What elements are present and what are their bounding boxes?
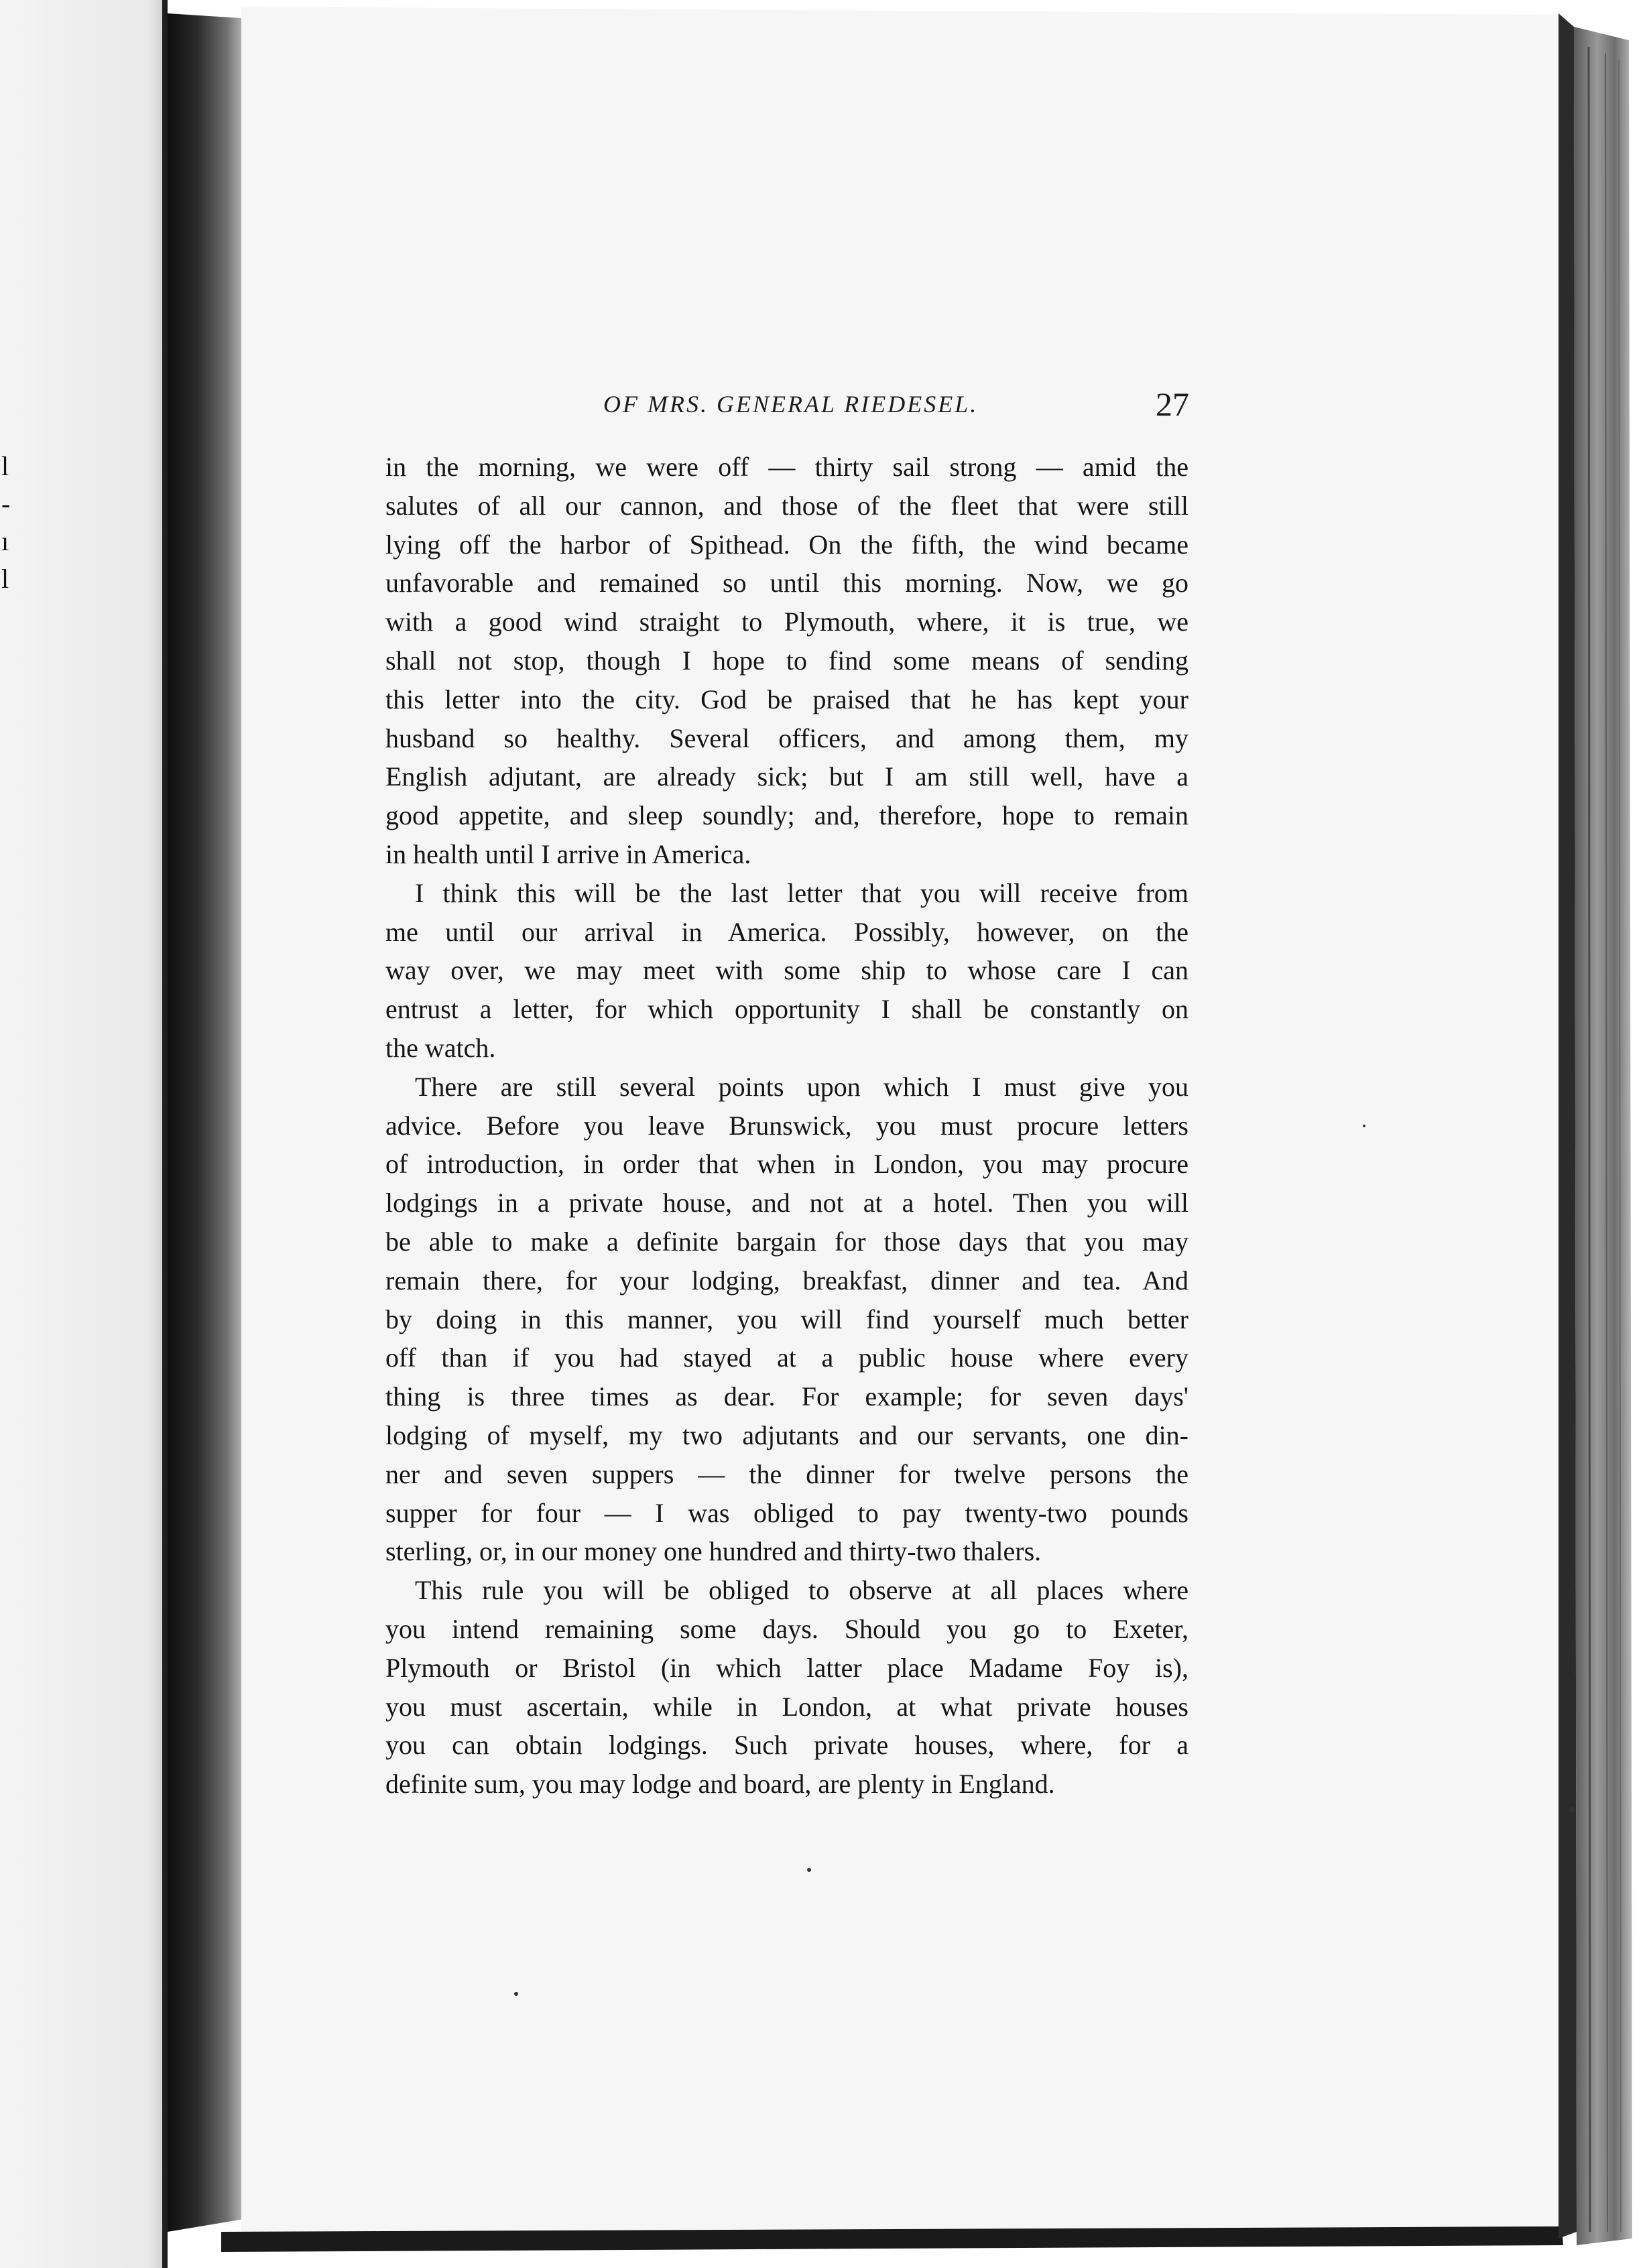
gutter-shadow (168, 13, 251, 2232)
left-page-edge-mark: l (1, 451, 9, 481)
text-line: the watch. (385, 1032, 496, 1063)
text-line: English adjutant, are already sick; but I am still well, have a (385, 761, 1188, 792)
body-text (385, 448, 1188, 1804)
paragraph (385, 1068, 1188, 1571)
text-line: this letter into the city. God be praised that he has kept your (385, 684, 1188, 714)
text-line: thing is three times as dear. For example; for seven days' (385, 1381, 1188, 1412)
fore-edge (1559, 13, 1632, 2245)
text-line: way over, we may meet with some ship to whose care I can (385, 955, 1188, 986)
text-line: unfavorable and remained so until this morning. Now, we go (385, 568, 1188, 598)
left-page (0, 0, 168, 2268)
text-line: lodging of myself, my two adjutants and our servants, one din- (385, 1420, 1188, 1450)
text-line: you can obtain lodgings. Such private houses, where, for a (385, 1730, 1188, 1761)
paragraph (385, 874, 1188, 1068)
text-line: shall not stop, though I hope to find some means of sending (385, 645, 1188, 676)
text-line: This rule you will be obliged to observe at all places where (415, 1575, 1188, 1606)
left-page-edge-mark: l (1, 564, 9, 594)
text-line: with a good wind straight to Plymouth, where, it is true, we (385, 607, 1188, 637)
text-line: you intend remaining some days. Should you go to Exeter, (385, 1613, 1188, 1644)
text-line: be able to make a definite bargain for those days that you may (385, 1226, 1188, 1257)
text-line: sterling, or, in our money one hundred and thirty-two thalers. (385, 1536, 1042, 1567)
text-line: I think this will be the last letter that you will receive from (415, 877, 1188, 908)
text-line: lodgings in a private house, and not at a hotel. Then you will (385, 1188, 1188, 1218)
text-line: husband so healthy. Several officers, and among them, my (385, 722, 1188, 753)
text-line: definite sum, you may lodge and board, are plenty in England. (385, 1769, 1055, 1800)
text-line: There are still several points upon which I must give you (415, 1071, 1188, 1102)
running-title: OF MRS. GENERAL RIEDESEL. (603, 391, 979, 418)
page-header (590, 385, 1193, 436)
text-line: salutes of all our cannon, and those of the fleet that were still (385, 490, 1188, 521)
text-line: you must ascertain, while in London, at what private houses (385, 1691, 1188, 1722)
page-number: 27 (1156, 385, 1189, 423)
text-line: me until our arrival in America. Possibly, however, on the (385, 916, 1188, 947)
text-line: supper for four — I was obliged to pay twenty-two pounds (385, 1497, 1188, 1528)
text-line: advice. Before you leave Brunswick, you must procure letters (385, 1110, 1188, 1141)
left-page-edge-mark: ı (1, 526, 9, 556)
text-line: entrust a letter, for which opportunity I shall be constantly on (385, 994, 1188, 1025)
text-line: in the morning, we were off — thirty sail strong — amid the (385, 452, 1188, 482)
text-line: remain there, for your lodging, breakfast, dinner and tea. And (385, 1265, 1188, 1296)
left-page-edge-mark: - (1, 489, 11, 519)
text-line: off than if you had stayed at a public house where every (385, 1342, 1188, 1373)
text-line: in health until I arrive in America. (385, 838, 751, 869)
text-line: lying off the harbor of Spithead. On the fifth, the wind became (385, 529, 1188, 560)
text-line: good appetite, and sleep soundly; and, therefore, hope to remain (385, 800, 1188, 831)
text-line: Plymouth or Bristol (in which latter place Madame Foy is), (385, 1652, 1188, 1683)
text-line: ner and seven suppers — the dinner for twelve persons the (385, 1458, 1188, 1489)
text-line: of introduction, in order that when in London, you may procure (385, 1149, 1188, 1180)
paragraph (385, 448, 1188, 874)
text-line: by doing in this manner, you will find yourself much better (385, 1304, 1188, 1334)
paragraph (385, 1571, 1188, 1804)
